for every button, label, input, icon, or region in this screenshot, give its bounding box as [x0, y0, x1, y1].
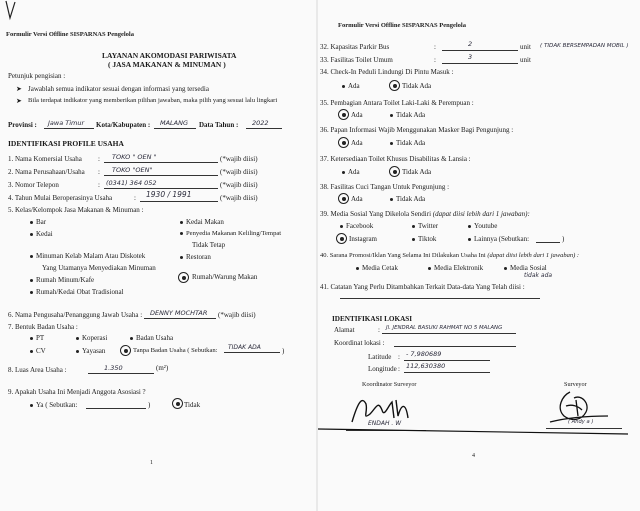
q5-opt-bar[interactable]: Bar: [30, 218, 46, 226]
page-number: 4: [472, 453, 475, 459]
paren: ): [148, 401, 151, 409]
required-note: (*wajib diisi): [220, 194, 258, 202]
page-1: Formulir Versi Offline SISPARNAS Pengelola LAYANAN AKOMODASI PARIWISATA ( JASA MAKANAN & MINUMAN ) Petunjuk pengisian : ➤ Jawablah semua indikator sesuai dengan informasi yang tersedia ➤ Bila terdapat indikator yang memberikan pilihan jawaban, maka pilih yang sesuai lalu lingkari Provinsi : Jawa Timur Kota/Kabupaten : MALANG Data Tahun : 2022 IDENTIFIKASI PROFILE USAHA 1. Nama Komersial Usaha : TOKO " OEN " (*wajib diisi) 2. Nama Perusahaan/Usaha : TOKO "OEN" (*wajib diisi) 3. Nomor Telepon : (0341) 364 052 (*wajib diisi) 4. Tahun Mulai Beroperasinya Usaha : 1930 / 1991 (*wajib diisi) 5. Kelas/Kelompok Jasa Makanan & Minuman : Bar Kedai Minuman Kelab Malam Atau Diskotek Yang Utamanya Menyediakan Minuman Rumah Minum/Kafe Rumah/Kedai Obat Tradisional Kedai Makan Penyedia Makanan Keliling/Tempat Tidak Tetap Restoran Rumah/Warung Makan 6. Nama Pengusaha/Penanggung Jawab Usaha : DENNY MOCHTAR (*wajib diisi) 7. Bentuk Badan Usaha : PT Koperasi Badan Usaha CV Yayasan Tanpa Badan Usaha ( Sebutkan: TIDAK ADA ) 8. Luas Area Usaha : 1.350 (m²) 9. Apakah Usaha Ini Menjadi Anggota Asosiasi ? Ya ( Sebutkan: ) Tidak 1: [0, 0, 316, 511]
bottom-border-line: [318, 428, 640, 436]
q3-value[interactable]: (0341) 364 052: [106, 179, 157, 187]
q40-opt-elektronik[interactable]: Media Elektronik: [428, 264, 483, 272]
surveyor-name: ( Andy a ): [568, 419, 594, 425]
q37-opt-ada[interactable]: Ada: [342, 168, 360, 176]
pen-mark: [4, 0, 18, 22]
q39-label: 39. Media Sosial Yang Dikelola Sendiri (dapat diisi lebih dari 1 jawaban):: [320, 210, 530, 218]
coordinator-label: Koordinator Surveyor: [362, 381, 417, 388]
required-note: (*wajib diisi): [220, 181, 258, 189]
q32-label: 32. Kapasitas Parkir Bus: [320, 43, 390, 51]
q39-opt-tiktok[interactable]: Tiktok: [412, 235, 436, 243]
q38-label: 38. Fasilitas Cuci Tangan Untuk Pengunjung :: [320, 183, 450, 191]
colon: :: [398, 353, 400, 361]
q7-opt-badan-usaha[interactable]: Badan Usaha: [130, 334, 173, 342]
selected-circle[interactable]: [338, 137, 349, 148]
q7-label: 7. Bentuk Badan Usaha :: [8, 323, 78, 331]
paren: ): [562, 235, 565, 243]
q9-opt-tidak[interactable]: Tidak: [184, 401, 201, 409]
location-title: IDENTIFIKASI LOKASI: [332, 315, 413, 323]
q5-opt-warung[interactable]: Rumah/Warung Makan: [192, 273, 258, 281]
q3-label: 3. Nomor Telepon: [8, 181, 59, 189]
selected-circle[interactable]: [338, 109, 349, 120]
q39-opt-facebook[interactable]: Facebook: [340, 222, 373, 230]
form-header: Formulir Versi Offline SISPARNAS Pengelola: [6, 31, 134, 38]
q4-label: 4. Tahun Mulai Beroperasinya Usaha: [8, 194, 113, 202]
doc-title: LAYANAN AKOMODASI PARIWISATA: [102, 51, 237, 60]
coordinates-label: Koordinat lokasi :: [334, 339, 385, 347]
q38-opt-ada[interactable]: Ada: [351, 195, 363, 203]
q34-label: 34. Check-In Peduli Lindungi Di Pintu Masuk :: [320, 68, 454, 76]
selected-circle[interactable]: [178, 272, 189, 283]
q8-unit: (m²): [156, 364, 169, 372]
surveyor-label: Surveyor: [564, 381, 587, 388]
province-label: Provinsi :: [8, 121, 37, 129]
q8-label: 8. Luas Area Usaha :: [8, 366, 67, 374]
q40-opt-cetak[interactable]: Media Cetak: [356, 264, 398, 272]
q2-label: 2. Nama Perusahaan/Usaha: [8, 168, 85, 176]
q5-opt-herbal[interactable]: Rumah/Kedai Obat Tradisional: [30, 288, 124, 296]
q39-opt-youtube[interactable]: Youtube: [468, 222, 497, 230]
q33-label: 33. Fasilitas Toilet Umum: [320, 56, 393, 64]
q7-opt-cv[interactable]: CV: [30, 347, 46, 355]
q35-label: 35. Pembagian Antara Toilet Laki-Laki & Perempuan :: [320, 99, 474, 107]
selected-circle[interactable]: [389, 80, 400, 91]
q5-opt-kedai-makan[interactable]: Kedai Makan: [180, 218, 224, 226]
paren: ): [282, 347, 285, 355]
instruction-2: Bila terdapat indikator yang memberikan pilihan jawaban, maka pilih yang sesuai lalu lingkari: [28, 97, 278, 104]
q41-label: 41. Catatan Yang Perlu Ditambahkan Terkait Data-data Yang Telah diisi :: [320, 283, 525, 291]
instructions-label: Petunjuk pengisian :: [8, 72, 66, 80]
q5-label: 5. Kelas/Kelompok Jasa Makanan & Minuman :: [8, 206, 144, 214]
required-note: (*wajib diisi): [220, 168, 258, 176]
form-header: Formulir Versi Offline SISPARNAS Pengelola: [338, 22, 466, 29]
colon: :: [378, 326, 380, 334]
selected-circle[interactable]: [172, 398, 183, 409]
q4-value[interactable]: 1930 / 1991: [146, 190, 192, 199]
selected-circle[interactable]: [389, 166, 400, 177]
colon: :: [434, 56, 436, 64]
latitude-label: Latitude: [368, 353, 392, 361]
page-4: [318, 0, 640, 511]
unit-label: unit: [520, 56, 531, 64]
q9-label: 9. Apakah Usaha Ini Menjadi Anggota Asosiasi ?: [8, 388, 146, 396]
q7-opt-yayasan[interactable]: Yayasan: [76, 347, 105, 355]
arrow-icon: ➤: [16, 97, 22, 105]
instruction-1: Jawablah semua indikator sesuai dengan informasi yang tersedia: [28, 85, 209, 93]
q32-note: ( TIDAK BERSEMPADAN MOBIL ): [540, 43, 629, 49]
q40-label: 40. Sarana Promosi/Iklan Yang Selama Ini Dilakukan Usaha Ini (dapat diisi lebih dari 1 jawaban) :: [320, 252, 580, 259]
q39-opt-twitter[interactable]: Twitter: [412, 222, 438, 230]
section-title: IDENTIFIKASI PROFILE USAHA: [8, 139, 124, 148]
q5-opt-cafe[interactable]: Rumah Minum/Kafe: [30, 276, 94, 284]
page-number: 1: [150, 460, 153, 466]
q7-opt-none[interactable]: Tanpa Badan Usaha ( Sebutkan:: [133, 347, 218, 354]
q36-label: 36. Papan Informasi Wajib Menggunakan Masker Bagi Pengunjung :: [320, 126, 514, 134]
longitude-value[interactable]: 112,630380: [406, 362, 446, 370]
q5-opt-mobile-food-cont: Tidak Tetap: [192, 241, 226, 249]
q39-opt-other[interactable]: Lainnya (Sebutkan:: [468, 235, 529, 243]
q5-opt-mobile-food[interactable]: Penyedia Makanan Keliling/Tempat: [180, 230, 281, 238]
q40-handwritten: tidak ada: [524, 272, 553, 279]
q38-opt-tidak[interactable]: Tidak Ada: [390, 195, 425, 203]
q34-opt-tidak[interactable]: Tidak Ada: [402, 82, 432, 90]
q5-opt-kedai[interactable]: Kedai: [30, 230, 53, 238]
coordinator-name: ENDAH . W: [368, 420, 402, 427]
doc-subtitle: ( JASA MAKANAN & MINUMAN ): [108, 60, 226, 69]
q8-value[interactable]: 1.350: [104, 364, 123, 372]
q5-opt-nightclub-cont: Yang Utamanya Menyediakan Minuman: [42, 264, 156, 272]
q35-opt-ada[interactable]: Ada: [351, 111, 363, 119]
arrow-icon: ➤: [16, 85, 22, 93]
latitude-value[interactable]: - 7,980689: [406, 350, 442, 358]
q40-opt-sosial[interactable]: Media Sosial: [504, 264, 547, 272]
q6-label: 6. Nama Pengusaha/Penanggung Jawab Usaha :: [8, 311, 143, 319]
selected-circle[interactable]: [120, 345, 131, 356]
province-value[interactable]: Jawa Timur: [48, 119, 85, 127]
q36-opt-ada[interactable]: Ada: [351, 139, 363, 147]
selected-circle[interactable]: [336, 233, 347, 244]
city-value[interactable]: MALANG: [160, 119, 189, 127]
q9-opt-ya[interactable]: Ya ( Sebutkan:: [30, 401, 77, 409]
required-note: (*wajib diisi): [220, 155, 258, 163]
q6-value[interactable]: DENNY MOCHTAR: [150, 309, 208, 317]
q1-value[interactable]: TOKO " OEN ": [112, 153, 157, 161]
unit-label: unit: [520, 43, 531, 51]
selected-circle[interactable]: [338, 193, 349, 204]
year-value[interactable]: 2022: [252, 119, 269, 127]
q34-opt-ada[interactable]: Ada: [342, 82, 360, 90]
colon: :: [434, 43, 436, 51]
q7-opt-koperasi[interactable]: Koperasi: [76, 334, 107, 342]
address-value[interactable]: Jl. JENDRAL BASUKI RAHMAT NO 5 MALANG: [386, 325, 503, 331]
required-note: (*wajib diisi): [218, 311, 256, 319]
q37-label: 37. Ketersediaan Toilet Khusus Disabilitas & Lansia :: [320, 155, 471, 163]
q39-opt-instagram[interactable]: Instagram: [349, 235, 377, 243]
q7-opt-pt[interactable]: PT: [30, 334, 44, 342]
q5-opt-nightclub[interactable]: Minuman Kelab Malam Atau Diskotek: [30, 252, 145, 260]
city-label: Kota/Kabupaten :: [96, 121, 151, 129]
address-label: Alamat: [334, 326, 355, 334]
q1-label: 1. Nama Komersial Usaha: [8, 155, 82, 163]
year-label: Data Tahun :: [199, 121, 239, 129]
q33-value[interactable]: 3: [468, 53, 473, 61]
q5-opt-restoran[interactable]: Restoran: [180, 253, 211, 261]
colon: :: [398, 365, 400, 373]
longitude-label: Longitude: [368, 365, 397, 373]
q35-opt-tidak[interactable]: Tidak Ada: [390, 111, 425, 119]
q32-value[interactable]: 2: [468, 40, 473, 48]
q36-opt-tidak[interactable]: Tidak Ada: [390, 139, 425, 147]
q2-value[interactable]: TOKO "OEN": [112, 166, 153, 174]
q7-value[interactable]: TIDAK ADA: [228, 344, 261, 351]
q37-opt-tidak[interactable]: Tidak Ada: [402, 168, 432, 176]
